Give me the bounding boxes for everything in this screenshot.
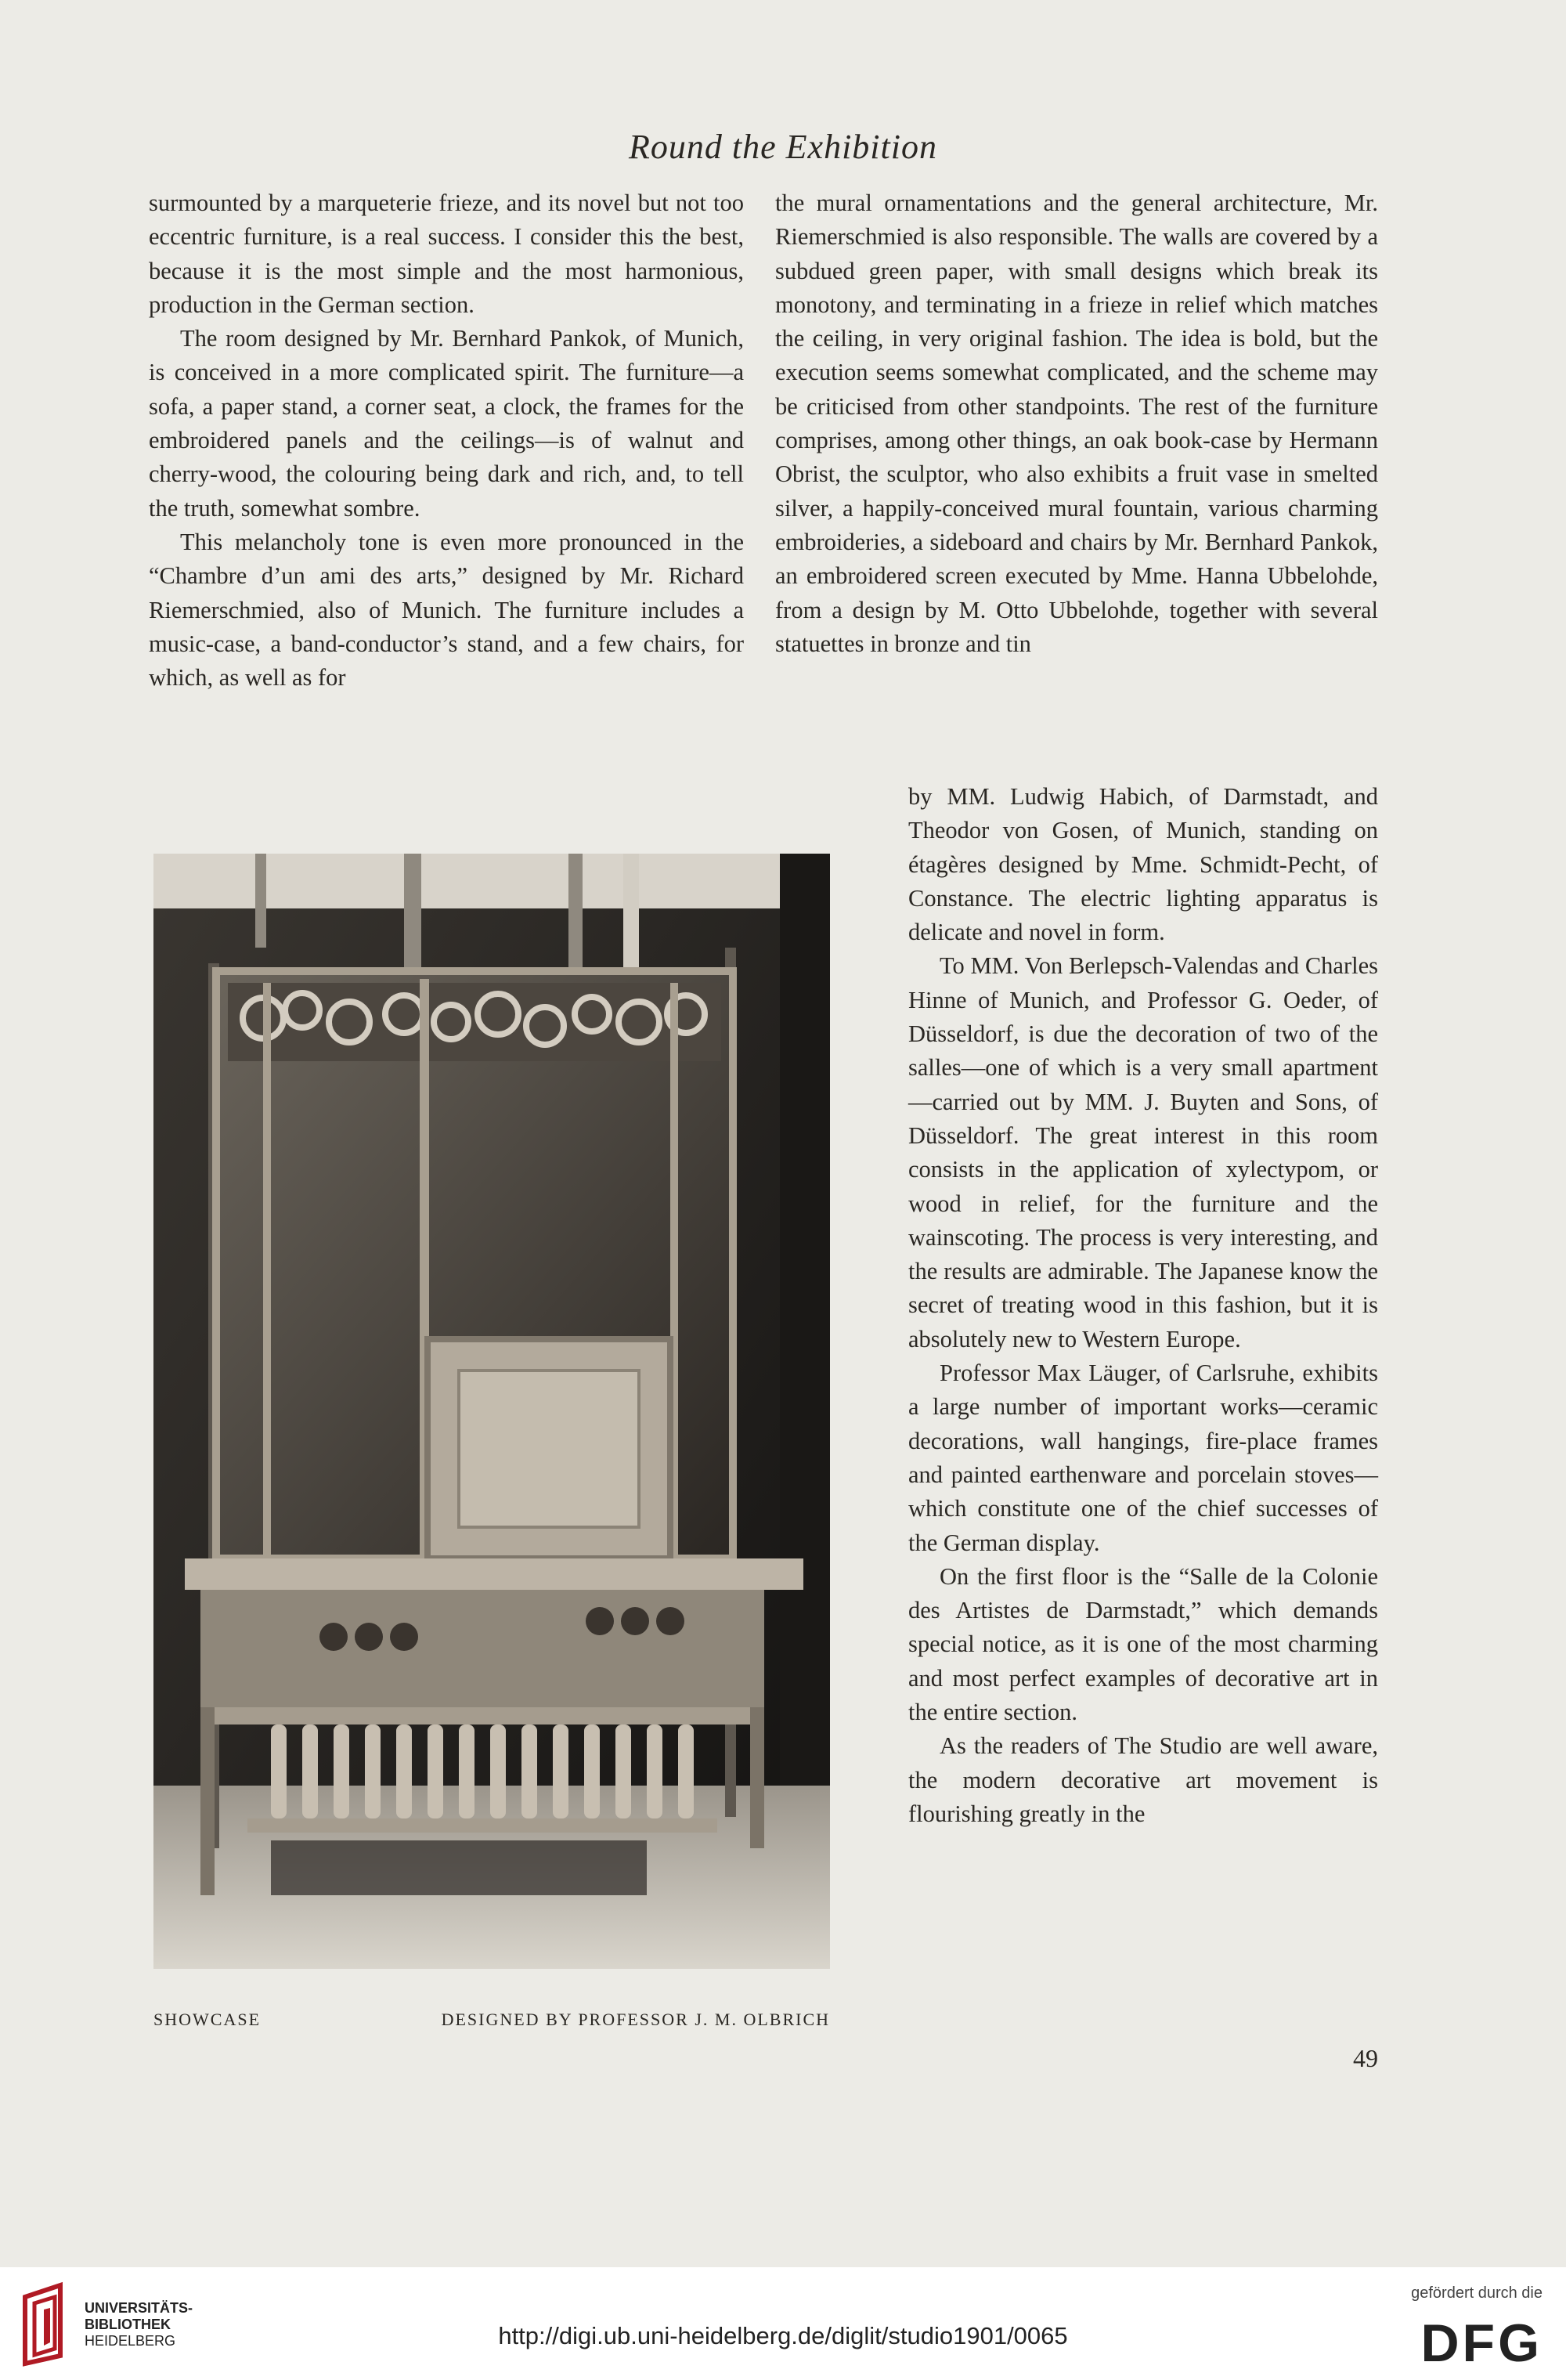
page-number: 49: [1353, 2044, 1378, 2072]
paragraph: To MM. Von Berlepsch-Valendas and Charles Hinne of Munich, and Professor G. Oeder, of Düsseldorf, is due the decoration of two of the salles—one of which is a very small apartment—carried out by MM. J. Buyten and Sons, of Düsseldorf. The great interest in this room consists in the application of xylectypom, or wood in relief, for the furniture and the wainscoting. The process is very interesting, and the results are admirable. The Japanese know the secret of treating wood in this fashion, but it is absolutely new to Western Europe.: [908, 952, 1378, 1353]
caption-credit: DESIGNED BY PROFESSOR J. M. OLBRICH: [441, 2010, 830, 2029]
library-name: UNIVERSITÄTS- BIBLIOTHEK HEIDELBERG: [85, 2300, 193, 2349]
right-text-column: [775, 186, 1378, 661]
paragraph: This melancholy tone is even more pronounced in the “Chambre d’un ami des arts,” designed by Mr. Richard Riemerschmied, also of Munich. The furniture includes a music-case, a band-conductor’s stand, and a few chairs, for which, as well as for: [149, 528, 744, 692]
dfg-logo: DFG: [1420, 2313, 1543, 2373]
paragraph: On the first floor is the “Salle de la Colonie des Artistes de Darmstadt,” which demands special notice, as it is one of the most charming and most perfect examples of decorative art in the entire section.: [908, 1562, 1378, 1726]
paragraph: Professor Max Läuger, of Carlsruhe, exhibits a large number of important works—ceramic decorations, wall hangings, fire-place frames and painted earthenware and porcelain stoves—which constitute one of the chief successes of the German display.: [908, 1360, 1378, 1556]
running-title: Round the Exhibition: [629, 128, 937, 166]
paragraph: As the readers of The Studio are well aware, the modern decorative art movement is flourishing greatly in the: [908, 1732, 1378, 1827]
digitization-footer: [0, 2267, 1566, 2380]
showcase-photograph: [153, 854, 830, 1969]
right-narrow-column: [908, 780, 1378, 1831]
source-url-link[interactable]: http://digi.ub.uni-heidelberg.de/diglit/studio1901/0065: [498, 2322, 1068, 2349]
paragraph: The room designed by Mr. Bernhard Pankok, of Munich, is conceived in a more complicated spirit. The furniture—a sofa, a paper stand, a corner seat, a clock, the frames for the embroidered panels and the ceilings—is of walnut and cherry-wood, the colouring being dark and rich, and, to tell the truth, somewhat sombre.: [149, 325, 744, 522]
funding-note: gefördert durch die: [1411, 2284, 1543, 2302]
paragraph: the mural ornamentations and the general architecture, Mr. Riemerschmied is also responsible. The walls are covered by a subdued green paper, with small designs which break its monotony, and terminating in a frieze in relief which matches the ceiling, in very original fashion. The idea is bold, but the execution seems somewhat complicated, and the scheme may be criticised from other standpoints. The rest of the furniture comprises, among other things, an oak book-case by Hermann Obrist, the sculptor, who also exhibits a fruit vase in smelted silver, a happily-conceived mural fountain, various charming embroideries, a sideboard and chairs by Mr. Bernhard Pankok, an embroidered screen executed by Mme. Hanna Ubbelohde, from a design by M. Otto Ubbelohde, together with several statuettes in bronze and tin: [775, 190, 1378, 657]
paragraph: surmounted by a marqueterie frieze, and its novel but not too eccentric furniture, is a real success. I consider this the best, because it is the most simple and the most harmonious, production in the German section.: [149, 190, 744, 318]
left-text-column: [149, 186, 744, 695]
caption-title: SHOWCASE: [153, 2010, 262, 2029]
paragraph: by MM. Ludwig Habich, of Darmstadt, and Theodor von Gosen, of Munich, standing on étagères designed by Mme. Schmidt-Pecht, of Constance. The electric lighting apparatus is delicate and novel in form.: [908, 783, 1378, 946]
